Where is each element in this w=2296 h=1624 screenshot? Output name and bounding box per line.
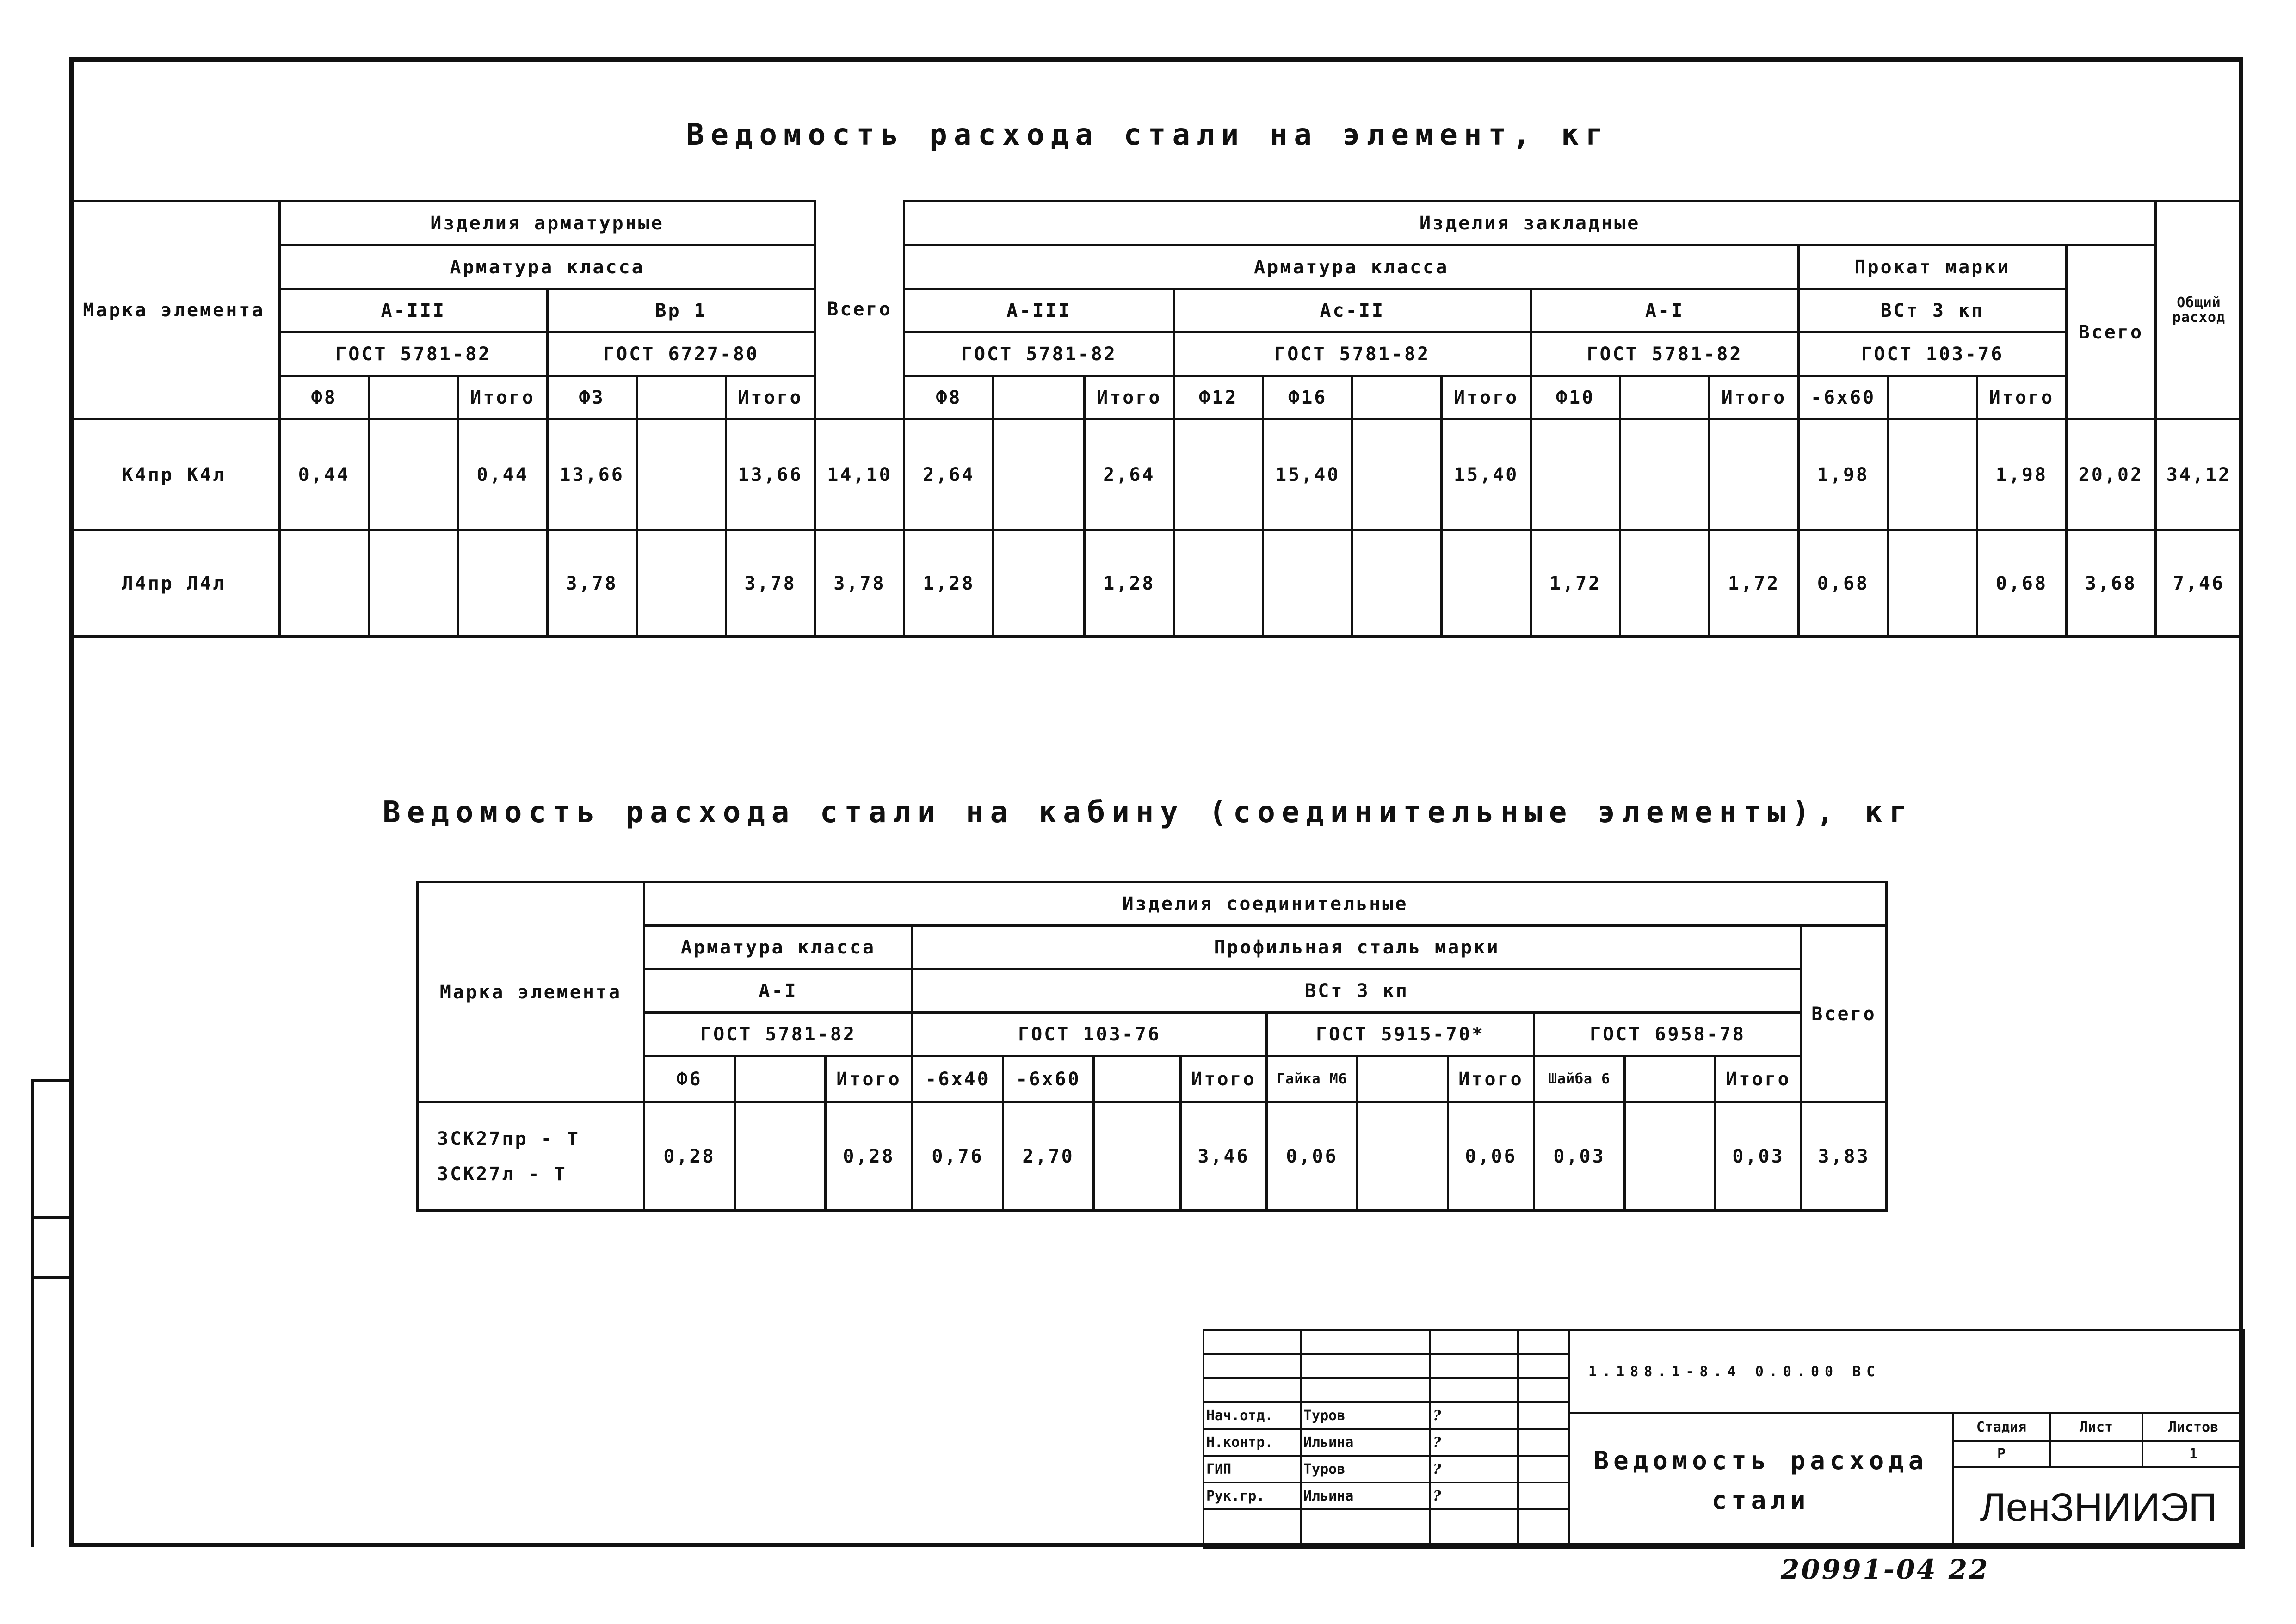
row-marka-2: ЗСК27л - Т xyxy=(437,1163,567,1185)
size-f16: Ф16 xyxy=(1263,376,1352,419)
size-6x60: -6x60 xyxy=(1798,376,1888,419)
size-f3: Ф3 xyxy=(547,376,636,419)
cell: 0,76 xyxy=(913,1102,1003,1211)
cell xyxy=(1620,530,1710,637)
cell: 1,28 xyxy=(1085,530,1174,637)
col-marka-header: Марка элемента xyxy=(418,882,644,1102)
standard-4: ГОСТ 6958-78 xyxy=(1534,1013,1802,1056)
size-itogo: Итого xyxy=(726,376,815,419)
cell: 0,03 xyxy=(1534,1102,1625,1211)
size-shayba: Шайба 6 xyxy=(1534,1056,1625,1102)
grade-vst3kp: ВСт 3 кп xyxy=(1798,289,2066,332)
stadiya-header: Стадия xyxy=(1953,1413,2050,1441)
grade-a1: А-I xyxy=(644,969,913,1013)
table-row xyxy=(418,1102,1887,1211)
person-name: Туров xyxy=(1301,1402,1430,1429)
list-value xyxy=(2050,1441,2142,1467)
grade-a3-b: А-III xyxy=(904,289,1174,332)
grade-vr1: Вр 1 xyxy=(547,289,815,332)
standard-1: ГОСТ 5781-82 xyxy=(644,1013,913,1056)
size-f10: Ф10 xyxy=(1531,376,1620,419)
standard-3: ГОСТ 5781-82 xyxy=(904,332,1174,376)
role-label: Нач.отд. xyxy=(1204,1402,1301,1429)
cell xyxy=(994,419,1085,530)
row-marka: Л4пр Л4л xyxy=(69,530,279,637)
cell xyxy=(279,530,369,637)
cell: 34,12 xyxy=(2155,419,2242,530)
row-marka: К4пр К4л xyxy=(69,419,279,530)
standard-4: ГОСТ 5781-82 xyxy=(1174,332,1531,376)
cell xyxy=(369,530,458,637)
size-gayka: Гайка М6 xyxy=(1267,1056,1358,1102)
cell: 3,78 xyxy=(726,530,815,637)
grade-vst3kp: ВСт 3 кп xyxy=(913,969,1802,1013)
standard-5: ГОСТ 5781-82 xyxy=(1531,332,1799,376)
cell xyxy=(1531,419,1620,530)
cell: 3,78 xyxy=(547,530,636,637)
size-itogo: Итого xyxy=(1448,1056,1534,1102)
cell: 0,03 xyxy=(1716,1102,1802,1211)
row-marka xyxy=(418,1102,644,1211)
binding-strip xyxy=(31,1079,69,1547)
header-prof: Профильная сталь марки xyxy=(913,926,1802,969)
cell: 2,64 xyxy=(904,419,994,530)
col-vsego-header: Всего xyxy=(1802,926,1887,1102)
cell xyxy=(1094,1102,1181,1211)
size-f8: Ф8 xyxy=(279,376,369,419)
listov-header: Листов xyxy=(2142,1413,2244,1441)
size-empty xyxy=(369,376,458,419)
size-f12: Ф12 xyxy=(1174,376,1263,419)
size-itogo: Итого xyxy=(1085,376,1174,419)
table-row xyxy=(69,419,2242,530)
cell xyxy=(1174,530,1263,637)
cell: 2,70 xyxy=(1003,1102,1094,1211)
cell xyxy=(1352,419,1442,530)
cell: 15,40 xyxy=(1442,419,1531,530)
signature: ? xyxy=(1430,1402,1518,1429)
role-label: ГИП xyxy=(1204,1456,1301,1483)
cell xyxy=(1888,530,1977,637)
steel-per-element-table xyxy=(69,200,2243,638)
cell: 13,66 xyxy=(726,419,815,530)
size-empty xyxy=(1625,1056,1716,1102)
cell: 1,72 xyxy=(1531,530,1620,637)
size-itogo: Итого xyxy=(826,1056,913,1102)
standard-3: ГОСТ 5915-70* xyxy=(1267,1013,1534,1056)
header-soed: Изделия соединительные xyxy=(644,882,1887,926)
cell xyxy=(1625,1102,1716,1211)
col-vsego2-header: Всего xyxy=(2066,246,2155,419)
header-klass1: Арматура класса xyxy=(279,246,815,289)
header-prokat: Прокат марки xyxy=(1798,246,2066,289)
person-name: Туров xyxy=(1301,1456,1430,1483)
grade-as2: Ас-II xyxy=(1174,289,1531,332)
cell: 1,98 xyxy=(1798,419,1888,530)
size-itogo: Итого xyxy=(1181,1056,1267,1102)
title-block xyxy=(1203,1329,2243,1547)
col-obshiy-header: Общий расход xyxy=(2155,201,2242,419)
signature: ? xyxy=(1430,1429,1518,1456)
table2-title: Ведомость расхода стали на кабину (соединительные элементы), кг xyxy=(383,795,1913,830)
cell xyxy=(1442,530,1531,637)
cell xyxy=(1620,419,1710,530)
size-empty xyxy=(1352,376,1442,419)
cell xyxy=(458,530,547,637)
col-marka-header: Марка элемента xyxy=(69,201,279,419)
size-6x60: -6x60 xyxy=(1003,1056,1094,1102)
steel-per-cabin-table xyxy=(416,881,1888,1212)
standard-2: ГОСТ 6727-80 xyxy=(547,332,815,376)
cell: 0,06 xyxy=(1267,1102,1358,1211)
header-armatur: Изделия арматурные xyxy=(279,201,815,246)
standard-1: ГОСТ 5781-82 xyxy=(279,332,547,376)
cell: 0,06 xyxy=(1448,1102,1534,1211)
col-vsego1-header: Всего xyxy=(815,201,904,419)
size-empty xyxy=(636,376,726,419)
cell: 20,02 xyxy=(2066,419,2155,530)
size-itogo: Итого xyxy=(458,376,547,419)
cell: 3,78 xyxy=(815,530,904,637)
header-klass2: Арматура класса xyxy=(904,246,1799,289)
size-itogo: Итого xyxy=(1977,376,2066,419)
cell: 3,83 xyxy=(1802,1102,1887,1211)
cell xyxy=(369,419,458,530)
cell: 1,98 xyxy=(1977,419,2066,530)
size-empty xyxy=(994,376,1085,419)
cell xyxy=(636,419,726,530)
person-name: Ильина xyxy=(1301,1429,1430,1456)
table-row xyxy=(69,530,2242,637)
grade-a3: А-III xyxy=(279,289,547,332)
cell xyxy=(1358,1102,1448,1211)
cell: 3,46 xyxy=(1181,1102,1267,1211)
stamp-title: Ведомость расхода стали xyxy=(1569,1413,1953,1548)
cell xyxy=(1174,419,1263,530)
cell: 1,72 xyxy=(1710,530,1799,637)
size-itogo: Итого xyxy=(1716,1056,1802,1102)
size-empty xyxy=(1358,1056,1448,1102)
grade-a1: А-I xyxy=(1531,289,1799,332)
listov-value: 1 xyxy=(2142,1441,2244,1467)
cell xyxy=(1888,419,1977,530)
cell: 3,68 xyxy=(2066,530,2155,637)
header-zaklad: Изделия закладные xyxy=(904,201,2155,246)
cell: 0,44 xyxy=(458,419,547,530)
cell: 2,64 xyxy=(1085,419,1174,530)
cell xyxy=(994,530,1085,637)
role-label: Н.контр. xyxy=(1204,1429,1301,1456)
size-empty xyxy=(1620,376,1710,419)
cell: 0,68 xyxy=(1798,530,1888,637)
size-6x40: -6x40 xyxy=(913,1056,1003,1102)
person-name: Ильина xyxy=(1301,1483,1430,1509)
cell xyxy=(1710,419,1799,530)
cell: 1,28 xyxy=(904,530,994,637)
document-code: 1.188.1-8.4 0.0.00 ВС xyxy=(1569,1330,2244,1413)
size-itogo: Итого xyxy=(1710,376,1799,419)
size-empty xyxy=(1888,376,1977,419)
size-empty xyxy=(735,1056,826,1102)
organization-name: ЛенЗНИИЭП xyxy=(1953,1467,2244,1548)
size-empty xyxy=(1094,1056,1181,1102)
stamp-right xyxy=(1568,1329,2245,1549)
cell: 0,44 xyxy=(279,419,369,530)
header-klass: Арматура класса xyxy=(644,926,913,969)
list-header: Лист xyxy=(2050,1413,2142,1441)
cell: 14,10 xyxy=(815,419,904,530)
cell: 15,40 xyxy=(1263,419,1352,530)
standard-6: ГОСТ 103-76 xyxy=(1798,332,2066,376)
stadiya-value: Р xyxy=(1953,1441,2050,1467)
cell: 0,28 xyxy=(826,1102,913,1211)
cell xyxy=(1352,530,1442,637)
cell: 13,66 xyxy=(547,419,636,530)
size-f8: Ф8 xyxy=(904,376,994,419)
cell xyxy=(636,530,726,637)
archive-number: 20991-04 22 xyxy=(1781,1554,1990,1585)
table1-title: Ведомость расхода стали на элемент, кг xyxy=(686,118,1610,152)
role-label: Рук.гр. xyxy=(1204,1483,1301,1509)
signature: ? xyxy=(1430,1483,1518,1509)
cell: 0,28 xyxy=(644,1102,735,1211)
standard-2: ГОСТ 103-76 xyxy=(913,1013,1267,1056)
cell: 0,68 xyxy=(1977,530,2066,637)
signature: ? xyxy=(1430,1456,1518,1483)
cell xyxy=(735,1102,826,1211)
size-f6: Ф6 xyxy=(644,1056,735,1102)
signature-grid xyxy=(1203,1329,1570,1549)
row-marka-1: ЗСК27пр - Т xyxy=(437,1128,580,1150)
cell: 7,46 xyxy=(2155,530,2242,637)
cell xyxy=(1263,530,1352,637)
size-itogo: Итого xyxy=(1442,376,1531,419)
